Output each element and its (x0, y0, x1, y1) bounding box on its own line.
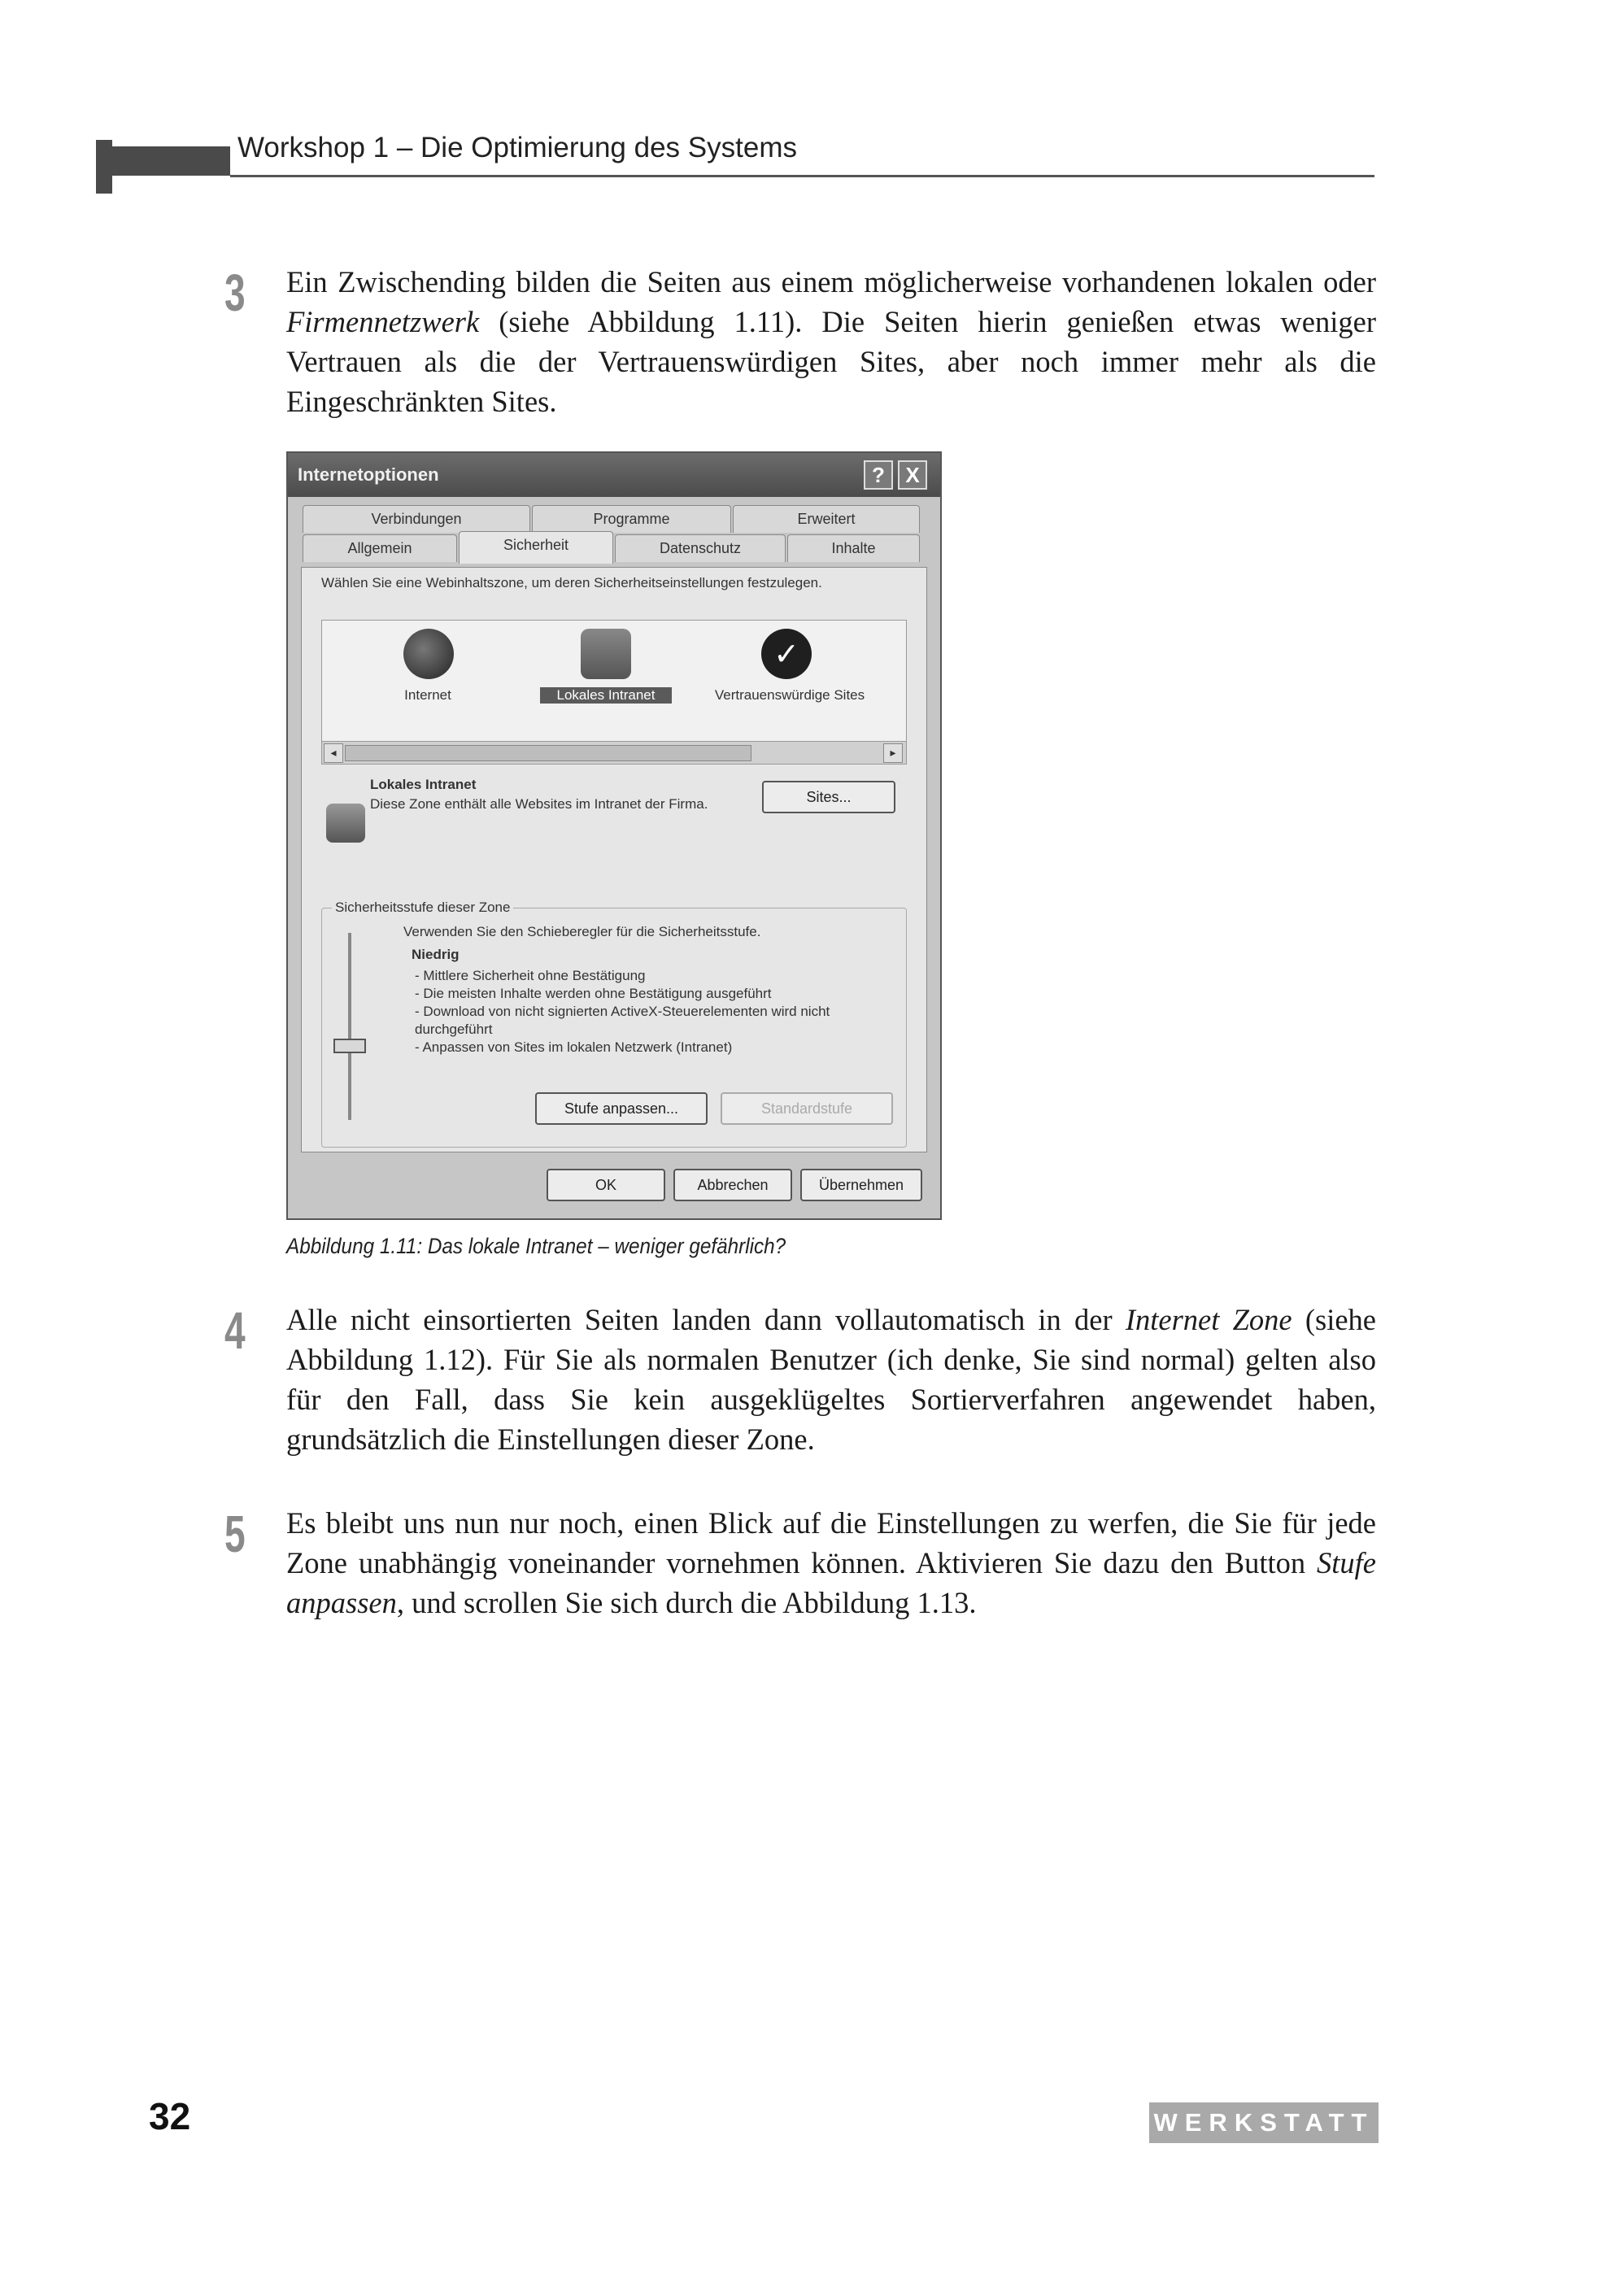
security-level-item: - Mittlere Sicherheit ohne Bestätigung (415, 968, 646, 983)
header-bar (96, 146, 230, 176)
tab-verbindungen[interactable]: Verbindungen (303, 505, 530, 533)
tab-inhalte[interactable]: Inhalte (787, 534, 920, 562)
security-level-item: - Die meisten Inhalte werden ohne Bestätigung ausgeführt (415, 986, 772, 1001)
ok-button[interactable]: OK (547, 1169, 665, 1201)
scroll-left-icon[interactable]: ◂ (324, 743, 343, 763)
custom-level-button[interactable]: Stufe anpassen... (535, 1092, 708, 1125)
paragraph-step-5 (286, 1503, 1376, 1623)
slider-hint: Verwenden Sie den Schieberegler für die Sicherheitsstufe. (403, 924, 761, 939)
tab-programme[interactable]: Programme (532, 505, 731, 533)
page-number: 32 (149, 2095, 191, 2137)
cancel-button[interactable]: Abbrechen (673, 1169, 792, 1201)
zone-label-vertrauenswuerdige-sites[interactable]: Vertrauenswürdige Sites (714, 687, 865, 703)
tab-erweitert[interactable]: Erweitert (733, 505, 920, 533)
sites-button[interactable]: Sites... (762, 781, 895, 813)
zone-list (321, 620, 907, 765)
step-3-text-b: (siehe Abbildung 1.11). Die Seiten hierin genießen etwas weniger Vertrauen als die der Vertrauenswürdigen Sites, aber noch immer mehr als die Eingeschränkten Sites. (286, 305, 1376, 418)
checkmark-icon[interactable]: ✓ (761, 629, 812, 679)
running-header: Workshop 1 – Die Optimierung des Systems (237, 132, 797, 163)
step-3-emphasis: Firmennetzwerk (286, 305, 480, 338)
header-rule (230, 175, 1374, 177)
dialog-titlebar: Internetoptionen (288, 453, 940, 497)
scroll-right-icon[interactable]: ▸ (883, 743, 903, 763)
zone-label-lokales-intranet[interactable]: Lokales Intranet (540, 687, 672, 704)
step-number-3: 3 (224, 264, 246, 322)
step-3-text-a: Ein Zwischending bilden die Seiten aus einem möglicherweise vorhandenen lokalen oder (286, 265, 1376, 298)
zone-scrollbar[interactable] (322, 741, 906, 764)
globe-icon[interactable] (403, 629, 454, 679)
paragraph-step-4 (286, 1300, 1376, 1459)
paragraph-step-3 (286, 262, 1376, 421)
apply-button[interactable]: Übernehmen (800, 1169, 922, 1201)
zone-instruction: Wählen Sie eine Webinhaltszone, um deren Sicherheitseinstellungen festzulegen. (321, 575, 822, 590)
step-4-text-a: Alle nicht einsortierten Seiten landen dann vollautomatisch in der (286, 1303, 1126, 1336)
zone-label-internet[interactable]: Internet (404, 687, 451, 703)
security-tab-panel (301, 567, 927, 1152)
step-5-text-a: Es bleibt uns nun nur noch, einen Blick auf die Einstellungen zu werfen, die Sie für jede Zone unabhängig voneinander vornehmen können. Aktivieren Sie dazu den Button (286, 1506, 1376, 1579)
intranet-icon[interactable] (581, 629, 631, 679)
security-slider-track[interactable] (348, 933, 351, 1120)
step-4-emphasis: Internet Zone (1125, 1303, 1292, 1336)
security-level-name: Niedrig (412, 947, 460, 962)
zone-title: Lokales Intranet (370, 777, 477, 792)
security-group-label: Sicherheitsstufe dieser Zone (332, 899, 513, 917)
help-button[interactable]: ? (864, 460, 893, 490)
security-level-item: - Anpassen von Sites im lokalen Netzwerk (Intranet) (415, 1039, 733, 1055)
series-badge: WERKSTATT (1149, 2102, 1379, 2143)
figure-caption: Abbildung 1.11: Das lokale Intranet – weniger gefährlich? (286, 1234, 786, 1258)
step-4-text-b: (siehe Abbildung 1.12). Für Sie als normalen Benutzer (ich denke, Sie sind normal) gelten also für den Fall, dass Sie kein ausgeklügeltes Sortierverfahren angewendet haben, grundsätzlich die Einstellungen dieser Zone. (286, 1303, 1376, 1456)
step-5-text-b: , und scrollen Sie sich durch die Abbildung 1.13. (396, 1586, 977, 1619)
step-5-emphasis: Stufe anpassen (286, 1546, 1376, 1619)
security-level-group (321, 900, 907, 1148)
tab-sicherheit[interactable]: Sicherheit (459, 531, 613, 564)
close-button[interactable]: X (898, 460, 927, 490)
step-number-5: 5 (224, 1505, 246, 1563)
default-level-button: Standardstufe (721, 1092, 893, 1125)
zone-description: Diese Zone enthält alle Websites im Intranet der Firma. (370, 796, 708, 812)
intranet-small-icon (326, 804, 365, 843)
tab-datenschutz[interactable]: Datenschutz (615, 534, 786, 562)
security-level-item: - Download von nicht signierten ActiveX-Steuerelementen wird nicht durchgeführt (415, 1004, 830, 1037)
security-slider-thumb[interactable] (333, 1039, 366, 1053)
step-number-4: 4 (224, 1301, 246, 1360)
scroll-thumb[interactable] (345, 745, 751, 761)
figure-internet-options-dialog (286, 451, 942, 1220)
tab-allgemein[interactable]: Allgemein (303, 534, 457, 562)
